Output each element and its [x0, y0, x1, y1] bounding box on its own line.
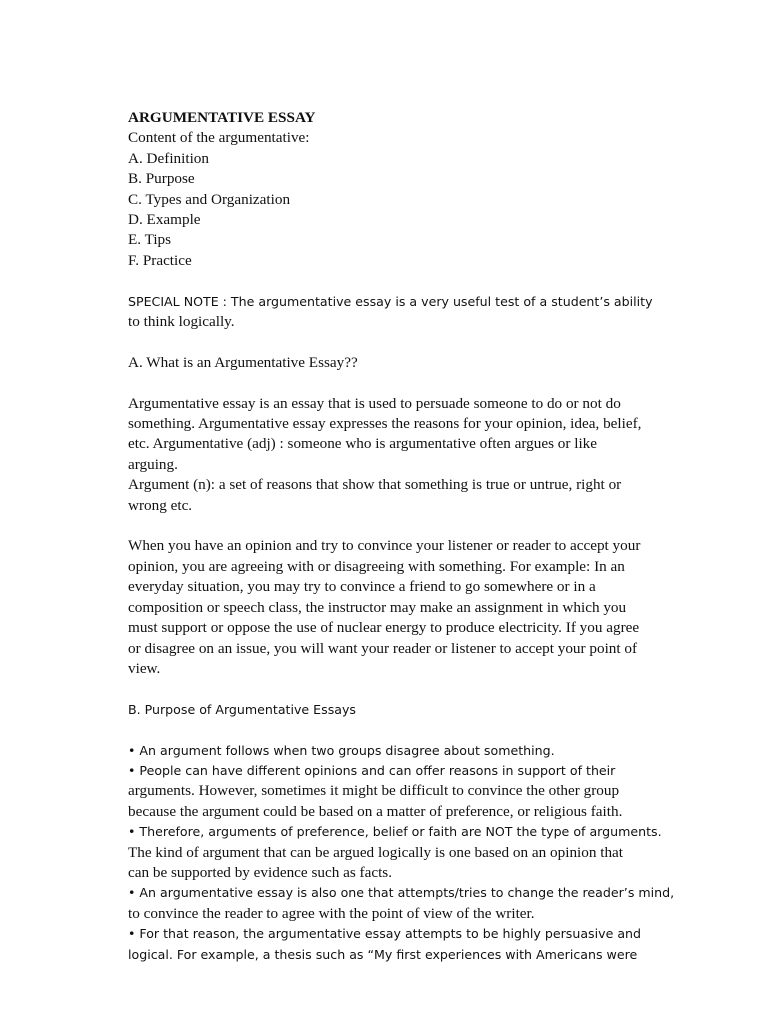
document-page	[128, 108, 738, 965]
special-note-label: SPECIAL NOTE :	[128, 293, 231, 309]
outline-item: D. Example	[128, 211, 201, 229]
special-note-text: The argumentative essay is a very useful test of a student’s ability	[230, 293, 653, 309]
bullet-item: • Therefore, arguments of preference, belief or faith are NOT the type of arguments.	[128, 824, 662, 840]
opinion-paragraph	[128, 536, 738, 679]
special-note	[128, 292, 738, 333]
paragraph-line: opinion, you are agreeing with or disagreeing with something. For example: In an	[128, 557, 625, 575]
bullet-continuation: because the argument could be based on a matter of preference, or religious faith.	[128, 802, 623, 820]
bullet-continuation: logical. For example, a thesis such as “My first experiences with Americans were	[128, 946, 638, 962]
outline-item: C. Types and Organization	[128, 190, 291, 208]
paragraph-line: arguing.	[128, 455, 178, 473]
outline-item: E. Tips	[128, 231, 172, 249]
paragraph-line: everyday situation, you may try to convince a friend to go somewhere or in a	[128, 578, 596, 596]
content-intro: Content of the argumentative:	[128, 129, 310, 147]
paragraph-line: something. Argumentative essay expresses the reasons for your opinion, idea, belief,	[128, 415, 642, 433]
paragraph-line: must support or oppose the use of nuclear energy to produce electricity. If you agree	[128, 619, 640, 637]
bullet-item: • An argumentative essay is also one that attempts/tries to change the reader’s mind,	[128, 885, 675, 901]
bullet-continuation: The kind of argument that can be argued logically is one based on an opinion that	[128, 843, 624, 861]
paragraph-line: or disagree on an issue, you will want your reader or listener to accept your point of	[128, 639, 638, 657]
paragraph-line: etc. Argumentative (adj) : someone who is argumentative often argues or like	[128, 435, 597, 453]
bullet-continuation: arguments. However, sometimes it might be difficult to convince the other group	[128, 782, 620, 800]
bullet-item: • An argument follows when two groups disagree about something.	[128, 742, 555, 758]
paragraph-line: wrong etc.	[128, 496, 193, 514]
bullet-item: • For that reason, the argumentative essay attempts to be highly persuasive and	[128, 926, 642, 942]
section-b-heading: B. Purpose of Argumentative Essays	[128, 701, 356, 717]
paragraph-line: Argumentative essay is an essay that is used to persuade someone to do or not do	[128, 394, 621, 412]
outline-item: B. Purpose	[128, 170, 195, 188]
purpose-bullets	[128, 741, 738, 965]
paragraph-line: view.	[128, 659, 161, 677]
section-a-heading: A. What is an Argumentative Essay??	[128, 353, 358, 371]
outline-item: A. Definition	[128, 149, 209, 167]
document-title: ARGUMENTATIVE ESSAY	[128, 109, 316, 126]
bullet-item: • People can have different opinions and can offer reasons in support of their	[128, 762, 616, 778]
paragraph-line: Argument (n): a set of reasons that show that something is true or untrue, right or	[128, 476, 622, 494]
special-note-text-cont: to think logically.	[128, 313, 235, 331]
paragraph-line: When you have an opinion and try to convince your listener or reader to accept your	[128, 537, 641, 555]
outline-list	[128, 149, 738, 271]
bullet-continuation: to convince the reader to agree with the point of view of the writer.	[128, 904, 535, 922]
outline-item: F. Practice	[128, 251, 192, 269]
bullet-continuation: can be supported by evidence such as facts.	[128, 863, 392, 881]
paragraph-line: composition or speech class, the instructor may make an assignment in which you	[128, 598, 627, 616]
definition-paragraph	[128, 394, 738, 516]
